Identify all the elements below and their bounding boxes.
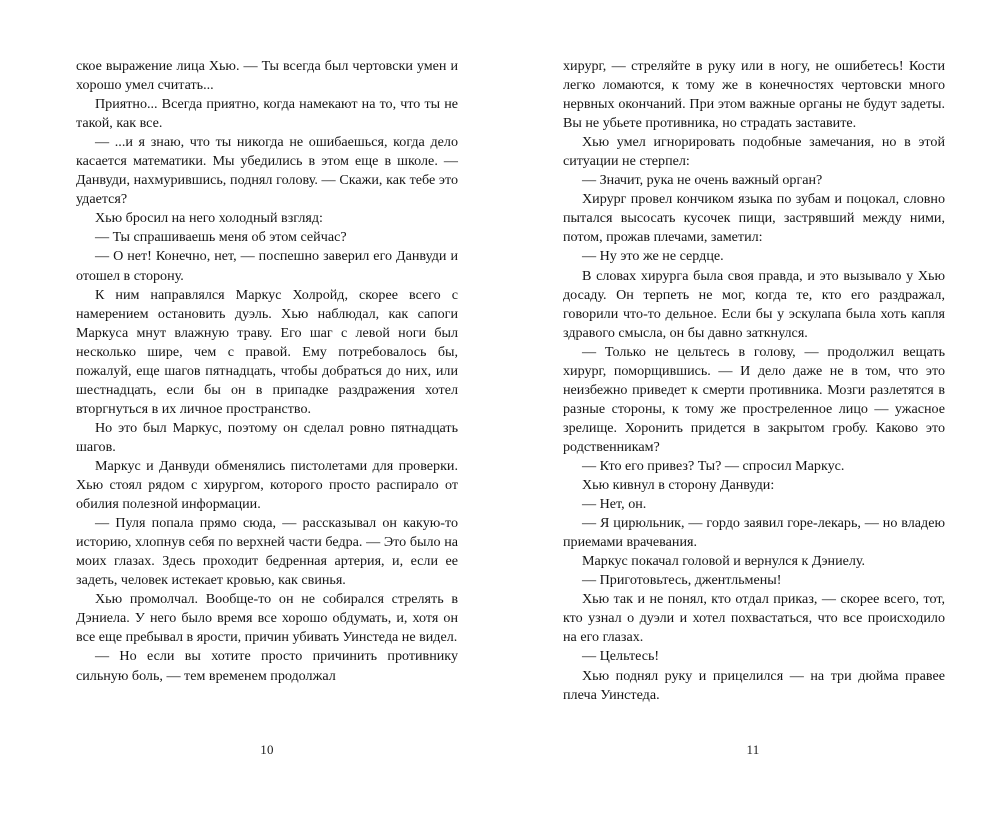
paragraph: — Кто его привез? Ты? — спросил Маркус.: [582, 457, 845, 474]
paragraph: Хью так и не понял, кто отдал приказ, — скорее всего, тот, кто узнал о дуэли и хотел похвастаться, что все происходило на его глазах.: [563, 591, 945, 646]
paragraph: Хирург провел кончиком языка по зубам и поцокал, словно пытался высосать кусочек пищи, застрявший между ними, потом, прожав плечами, заметил:: [563, 191, 945, 246]
page-number-right: 11: [746, 742, 760, 757]
paragraph: — Ты спрашиваешь меня об этом сейчас?: [95, 229, 347, 246]
paragraph: хирург, — стреляйте в руку или в ногу, не ошибетесь! Кости легко ломаются, к тому же в конечностях чертовски много нервных окончаний. При этом важные органы не будут задеты. Вы не убьете противника, но страдать заставите.: [563, 58, 945, 132]
page-left-text-block: [76, 57, 458, 686]
paragraph: Хью кивнул в сторону Данвуди:: [582, 477, 775, 494]
paragraph: — Цельтесь!: [582, 648, 660, 665]
paragraph: Хью умел игнорировать подобные замечания, но в этой ситуации не стерпел:: [563, 134, 945, 170]
paragraph: — Только не цельтесь в голову, — продолжил вещать хирург, поморщившись. — И дело даже не в том, что это неизбежно приведет к смерти противника. Мозги разлетятся в разные стороны, к тому же простреленное лицо — ужасное зрелище. Хоронить придется в закрытом гробу. Каково это родственникам?: [563, 343, 945, 455]
paragraph: — Нет, он.: [582, 496, 647, 513]
paragraph: Хью промолчал. Вообще-то он не собирался стрелять в Дэниела. У него было время все хорошо обдумать, и, хотя он все еще пребывал в ярости, причин убивать Уинстеда не видел.: [76, 591, 458, 646]
paragraph: — Приготовьтесь, джентльмены!: [582, 572, 782, 589]
paragraph: Хью поднял руку и прицелился — на три дюйма правее плеча Уинстеда.: [563, 667, 945, 703]
paragraph: — ...и я знаю, что ты никогда не ошибаешься, когда дело касается математики. Мы убедились в этом еще в школе. — Данвуди, нахмурившись, поднял голову. — Скажи, как тебе это удается?: [76, 134, 458, 208]
paragraph: — Значит, рука не очень важный орган?: [582, 172, 823, 189]
paragraph: — Пуля попала прямо сюда, — рассказывал он какую-то историю, хлопнув себя по верхней части бедра. — Это было на моих глазах. Здесь проходит бедренная артерия, и, если ее задеть, человек истекает кровью, как свинья.: [76, 515, 458, 589]
paragraph: Приятно... Всегда приятно, когда намекают на то, что ты не такой, как все.: [76, 96, 458, 132]
page-right-text-block: [563, 57, 945, 705]
paragraph: Маркус и Данвуди обменялись пистолетами для проверки. Хью стоял рядом с хирургом, которого просто распирало от обилия полезной информации.: [76, 457, 458, 513]
page-number-left: 10: [260, 742, 274, 757]
paragraph: — О нет! Конечно, нет, — поспешно заверил его Данвуди и отошел в сторону.: [76, 248, 458, 284]
page-right: [500, 0, 1000, 824]
paragraph: К ним направлялся Маркус Холройд, скорее всего с намерением остановить дуэль. Хью наблюдал, как сапоги Маркуса мнут влажную траву. Его шаг с левой ноги был несколько шире, чем с правой. Ему потребовалось бы, пожалуй, еще шагов пятнадцать, чтобы добраться до них, или шестнадцать, если бы он в припадке раздражения хотел вторгнуться в их личное пространство.: [76, 286, 458, 417]
paragraph: В словах хирурга была своя правда, и это вызывало у Хью досаду. Он терпеть не мог, когда те, кто его раздражал, говорили что-то дельное. Если бы у эскулапа была хоть капля здравого смысла, он бы давно заткнулся.: [563, 267, 945, 341]
paragraph: — Но если вы хотите просто причинить противнику сильную боль, — тем временем продолжал: [76, 648, 458, 684]
paragraph: ское выражение лица Хью. — Ты всегда был чертовски умен и хорошо умел считать...: [76, 58, 458, 94]
paragraph: Хью бросил на него холодный взгляд:: [95, 210, 323, 227]
paragraph: Но это был Маркус, поэтому он сделал ровно пятнадцать шагов.: [76, 419, 458, 455]
paragraph: — Ну это же не сердце.: [582, 248, 724, 265]
paragraph: Маркус покачал головой и вернулся к Дэниелу.: [582, 553, 866, 570]
paragraph: — Я цирюльник, — гордо заявил горе-лекарь, — но владею приемами врачевания.: [563, 515, 945, 551]
